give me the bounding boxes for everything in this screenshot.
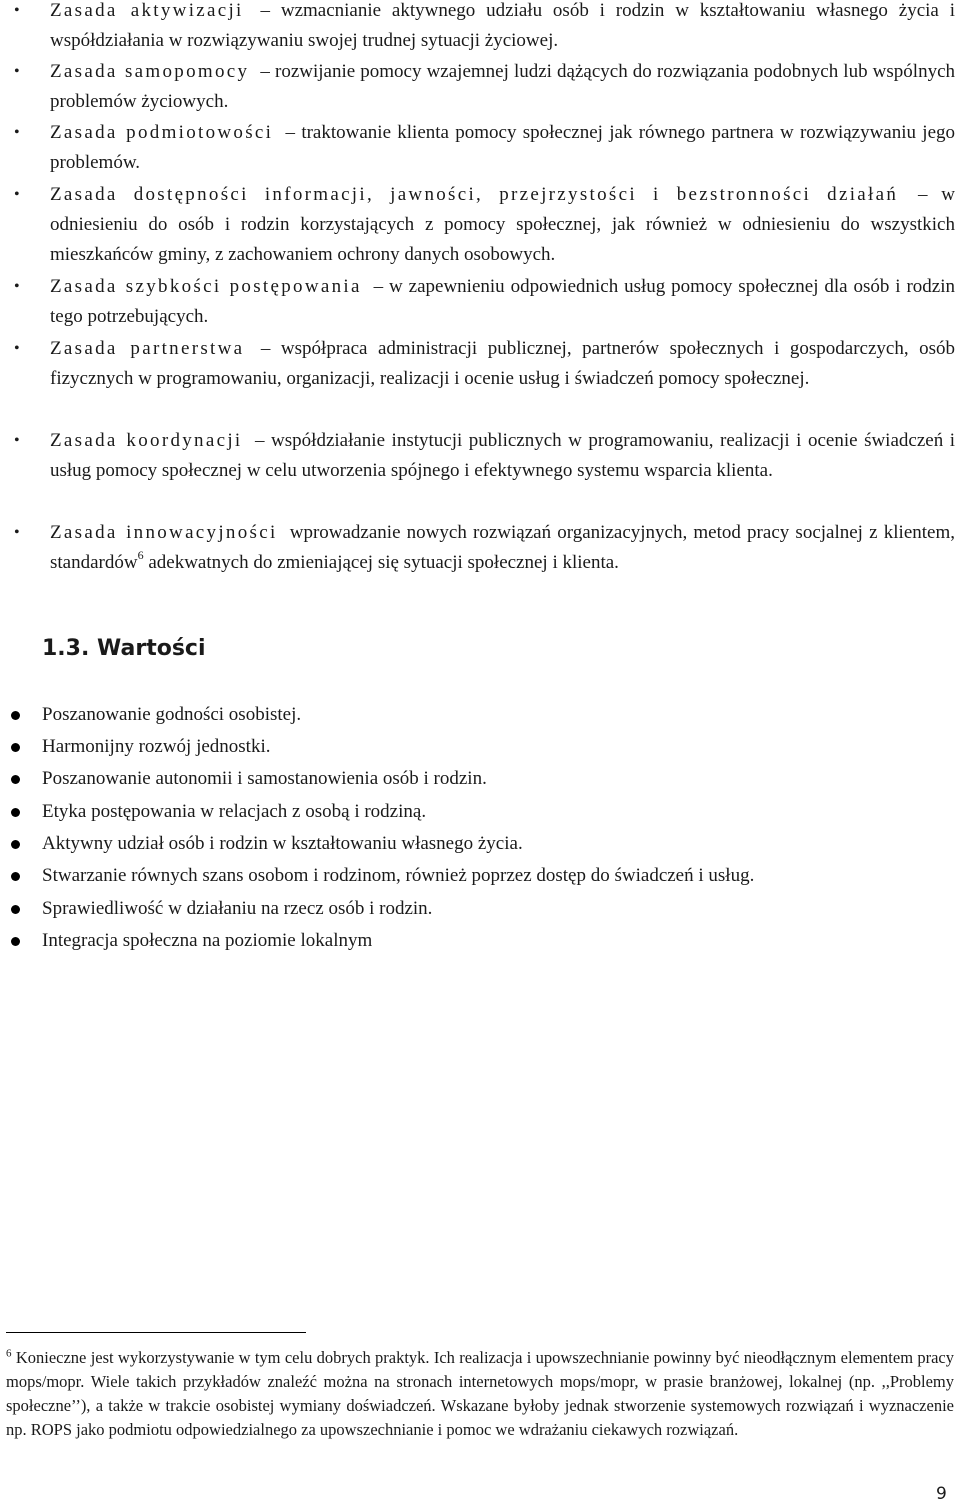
value-text: Aktywny udział osób i rodzin w kształtowaniu własnego życia. <box>42 833 523 854</box>
bullet-icon <box>11 872 20 881</box>
principle-text: współpraca administracji publicznej, partnerów społecznych i gospodarczych, osób fizycznych w programowaniu, organizacji, realizacji i ocenie usług i świadczeń pomocy społecznej. <box>50 338 956 389</box>
bullet-dot: • <box>14 2 20 19</box>
principle-text: rozwijanie pomocy wzajemnej ludzi dążących do rozwiązania podobnych lub wspólnych problemów życiowych. <box>50 61 955 112</box>
bullet-icon <box>11 743 20 752</box>
list-item <box>42 894 432 924</box>
value-text: Poszanowanie autonomii i samostanowienia osób i rodzin. <box>42 768 487 789</box>
bullet-dot: • <box>14 124 20 141</box>
value-text: Sprawiedliwość w działaniu na rzecz osób i rodzin. <box>42 898 433 919</box>
list-item <box>42 764 487 794</box>
list-item <box>42 700 301 730</box>
principle-name: Zasada innowacyjności <box>50 522 278 543</box>
value-text: Harmonijny rozwój jednostki. <box>42 736 271 757</box>
list-item <box>42 926 372 956</box>
principle-dash: – <box>260 338 271 359</box>
principle-partnerstwa <box>14 334 956 394</box>
value-text: Stwarzanie równych szans osobom i rodzinom, również poprzez dostęp do świadczeń i usług. <box>42 865 755 886</box>
footnote <box>6 1346 954 1442</box>
section-heading <box>42 632 206 666</box>
principle-text: w odniesieniu do osób i rodzin korzystających z pomocy społecznej, jak również w odniesieniu do wszystkich mieszkańców gminy, z zachowaniem ochrony danych osobowych. <box>50 184 956 265</box>
bullet-dot: • <box>14 278 20 295</box>
bullet-dot: • <box>14 186 20 203</box>
principle-innowacyjnosci <box>14 518 955 578</box>
principle-text: wprowadzanie nowych rozwiązań organizacyjnych, metod pracy socjalnej z klientem, standardów <box>50 522 955 573</box>
principle-aktywizacji <box>14 0 955 56</box>
principle-dostepnosci <box>14 180 956 270</box>
footnote-reference: 6 <box>137 547 144 562</box>
principle-dash: – <box>285 122 296 143</box>
section-title: Wartości <box>97 636 206 661</box>
bullet-dot: • <box>14 63 20 80</box>
principle-text: współdziałanie instytucji publicznych w programowaniu, realizacji i ocenie świadczeń i usług pomocy społecznej w celu utworzenia spójnego i efektywnego systemu wsparcia klienta. <box>50 430 955 481</box>
principle-dash: – <box>917 184 928 205</box>
value-text: Integracja społeczna na poziomie lokalnym <box>42 930 373 951</box>
principle-name: Zasada dostępności informacji, jawności, przejrzystości i bezstronności działań <box>50 184 899 205</box>
principle-text: traktowanie klienta pomocy społecznej jak równego partnera w rozwiązywaniu jego problemów. <box>50 122 956 173</box>
bullet-icon <box>11 808 20 817</box>
footnote-separator <box>6 1332 306 1333</box>
principle-name: Zasada podmiotowości <box>50 122 274 143</box>
section-number: 1.3. <box>42 636 90 661</box>
principle-name: Zasada koordynacji <box>50 430 243 451</box>
bullet-icon <box>11 905 20 914</box>
bullet-dot: • <box>14 432 20 449</box>
bullet-dot: • <box>14 524 20 541</box>
value-text: Etyka postępowania w relacjach z osobą i rodziną. <box>42 801 427 822</box>
bullet-icon <box>11 937 20 946</box>
principle-szybkosci <box>14 272 956 332</box>
bullet-dot: • <box>14 340 20 357</box>
list-item <box>42 861 754 891</box>
principle-text-continued: adekwatnych do zmieniającej się sytuacji społecznej i klienta. <box>148 552 619 573</box>
principle-name: Zasada aktywizacji <box>50 0 244 21</box>
list-item <box>42 797 426 827</box>
page-number: 9 <box>936 1484 947 1504</box>
bullet-icon <box>11 840 20 849</box>
principle-samopomocy <box>14 57 955 117</box>
list-item <box>42 732 271 762</box>
principle-text: w zapewnieniu odpowiednich usług pomocy społecznej dla osób i rodzin tego potrzebujących. <box>50 276 956 327</box>
principle-name: Zasada partnerstwa <box>50 338 245 359</box>
principle-podmiotowosci <box>14 118 956 178</box>
principle-text: wzmacnianie aktywnego udziału osób i rodzin w kształtowaniu własnego życia i współdziałania w rozwiązywaniu swojej trudnej sytuacji życiowej. <box>50 0 955 51</box>
principle-dash: – <box>260 0 270 21</box>
bullet-icon <box>11 775 20 784</box>
principle-dash: – <box>373 276 384 297</box>
principle-koordynacji <box>14 426 955 486</box>
list-item <box>42 829 523 859</box>
principle-dash: – <box>255 430 265 451</box>
value-text: Poszanowanie godności osobistej. <box>42 704 302 725</box>
footnote-number: 6 <box>6 1347 12 1360</box>
footnote-text: Konieczne jest wykorzystywanie w tym celu dobrych praktyk. Ich realizacja i upowszechnianie powinny być nieodłącznym elementem pracy mops/mopr. Wiele takich przykładów znaleźć można na stronach internetowych mops/mopr, w prasie branżowej, lokalnej (np. ,,Problemy społeczne’’), a także w trakcie osobistej wymiany doświadczeń. Wskazane byłoby jednak stworzenie systemowych rozwiązań i wyznaczenie np. ROPS jako podmiotu odpowiedzialnego za upowszechnianie i pomoc we wdrażaniu ciekawych rozwiązań. <box>6 1348 954 1439</box>
bullet-icon <box>11 711 20 720</box>
principle-dash: – <box>260 61 270 82</box>
principle-name: Zasada szybkości postępowania <box>50 276 362 297</box>
principle-name: Zasada samopomocy <box>50 61 250 82</box>
